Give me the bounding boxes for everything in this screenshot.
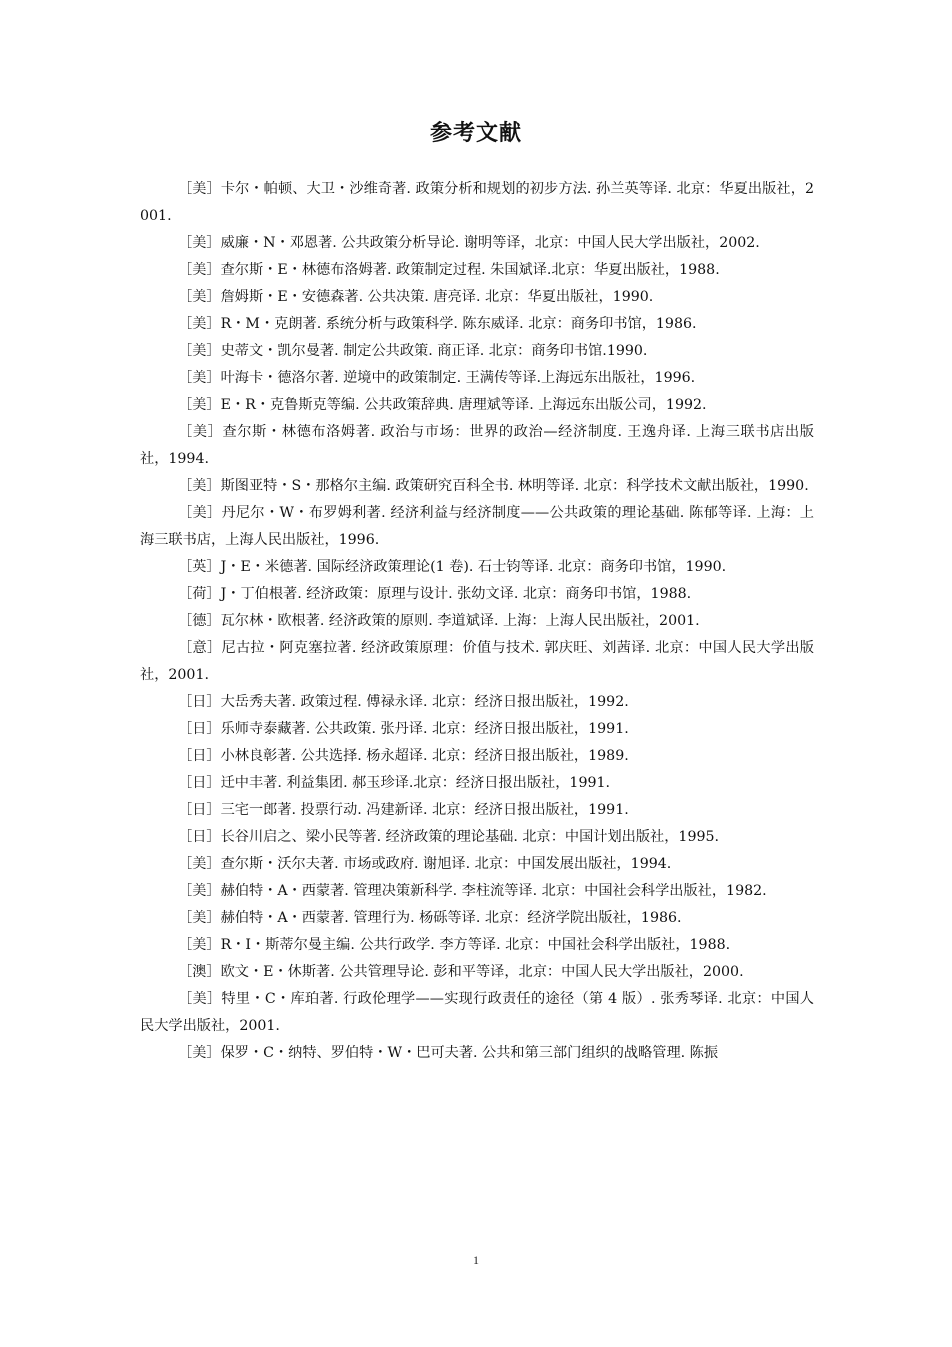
reference-item: ［美］E・R・克鲁斯克等编. 公共政策辞典. 唐理斌等译. 上海远东出版公司，1992.	[178, 397, 707, 413]
reference-item: ［美］保罗・C・纳特、罗伯特・W・巴可夫著. 公共和第三部门组织的战略管理. 陈振	[178, 1045, 719, 1061]
reference-item: ［美］詹姆斯・E・安德森著. 公共决策. 唐亮译. 北京：华夏出版社，1990.	[178, 289, 654, 305]
reference-item: ［美］斯图亚特・S・那格尔主编. 政策研究百科全书. 林明等译. 北京：科学技术文献出版社，1990.	[178, 478, 809, 494]
reference-item: ［日］乐师寺泰藏著. 公共政策. 张丹译. 北京：经济日报出版社，1991.	[178, 721, 629, 737]
reference-item: ［日］长谷川启之、梁小民等著. 经济政策的理论基础. 北京：中国计划出版社，1995.	[178, 829, 720, 845]
reference-item: ［荷］J・丁伯根著. 经济政策：原理与设计. 张幼文译. 北京：商务印书馆，1988.	[178, 586, 692, 602]
reference-item: ［美］特里・C・库珀著. 行政伦理学——实现行政责任的途径（第 4 版）. 张秀琴译. 北京：中国人民大学出版社，2001.	[140, 991, 814, 1034]
page-number: 1	[473, 1253, 479, 1267]
reference-item: ［日］三宅一郎著. 投票行动. 冯建新译. 北京：经济日报出版社，1991.	[178, 802, 629, 818]
reference-item: ［美］史蒂文・凯尔曼著. 制定公共政策. 商正译. 北京：商务印书馆.1990.	[178, 343, 648, 359]
reference-item: ［美］叶海卡・德洛尔著. 逆境中的政策制定. 王满传等译.上海远东出版社，1996.	[178, 370, 696, 386]
reference-item: ［美］丹尼尔・W・布罗姆利著. 经济利益与经济制度——公共政策的理论基础. 陈郁等译. 上海：上海三联书店，上海人民出版社，1996.	[140, 505, 814, 548]
reference-item: ［美］赫伯特・A・西蒙著. 管理决策新科学. 李柱流等译. 北京：中国社会科学出版社，1982.	[178, 883, 767, 899]
reference-item: ［美］赫伯特・A・西蒙著. 管理行为. 杨砾等译. 北京：经济学院出版社，1986.	[178, 910, 682, 926]
reference-item: ［美］R・M・克朗著. 系统分析与政策科学. 陈东威译. 北京：商务印书馆，1986.	[178, 316, 697, 332]
reference-item: ［美］R・I・斯蒂尔曼主编. 公共行政学. 李方等译. 北京：中国社会科学出版社，1988.	[178, 937, 731, 953]
page-title: 参考文献	[429, 121, 522, 146]
reference-item: ［日］迁中丰著. 利益集团. 郝玉珍译.北京：经济日报出版社，1991.	[178, 775, 611, 791]
reference-item: ［美］查尔斯・沃尔夫著. 市场或政府. 谢旭译. 北京：中国发展出版社，1994.	[178, 856, 672, 872]
reference-item: ［德］瓦尔林・欧根著. 经济政策的原则. 李道斌译. 上海：上海人民出版社，2001.	[178, 613, 700, 629]
reference-list	[140, 176, 814, 1067]
reference-item: ［澳］欧文・E・休斯著. 公共管理导论. 彭和平等译，北京：中国人民大学出版社，2000.	[178, 964, 744, 980]
reference-item: ［美］卡尔・帕顿、大卫・沙维奇著. 政策分析和规划的初步方法. 孙兰英等译. 北京：华夏出版社，2001.	[140, 181, 814, 224]
reference-item: ［英］J・E・米德著. 国际经济政策理论(1 卷). 石士钧等译. 北京：商务印书馆，1990.	[178, 559, 727, 575]
reference-item: ［美］查尔斯・E・林德布洛姆著. 政策制定过程. 朱国斌译.北京：华夏出版社，1988.	[178, 262, 720, 278]
reference-item: ［日］小林良彰著. 公共选择. 杨永超译. 北京：经济日报出版社，1989.	[178, 748, 629, 764]
reference-item: ［美］查尔斯・林德布洛姆著. 政治与市场：世界的政治—经济制度. 王逸舟译. 上海三联书店出版社，1994.	[140, 424, 814, 467]
reference-item: ［意］尼古拉・阿克塞拉著. 经济政策原理：价值与技术. 郭庆旺、刘茜译. 北京：中国人民大学出版社，2001.	[140, 640, 814, 683]
reference-item: ［日］大岳秀夫著. 政策过程. 傅禄永译. 北京：经济日报出版社，1992.	[178, 694, 629, 710]
reference-item: ［美］威廉・N・邓恩著. 公共政策分析导论. 谢明等译，北京：中国人民大学出版社，2002.	[178, 235, 760, 251]
